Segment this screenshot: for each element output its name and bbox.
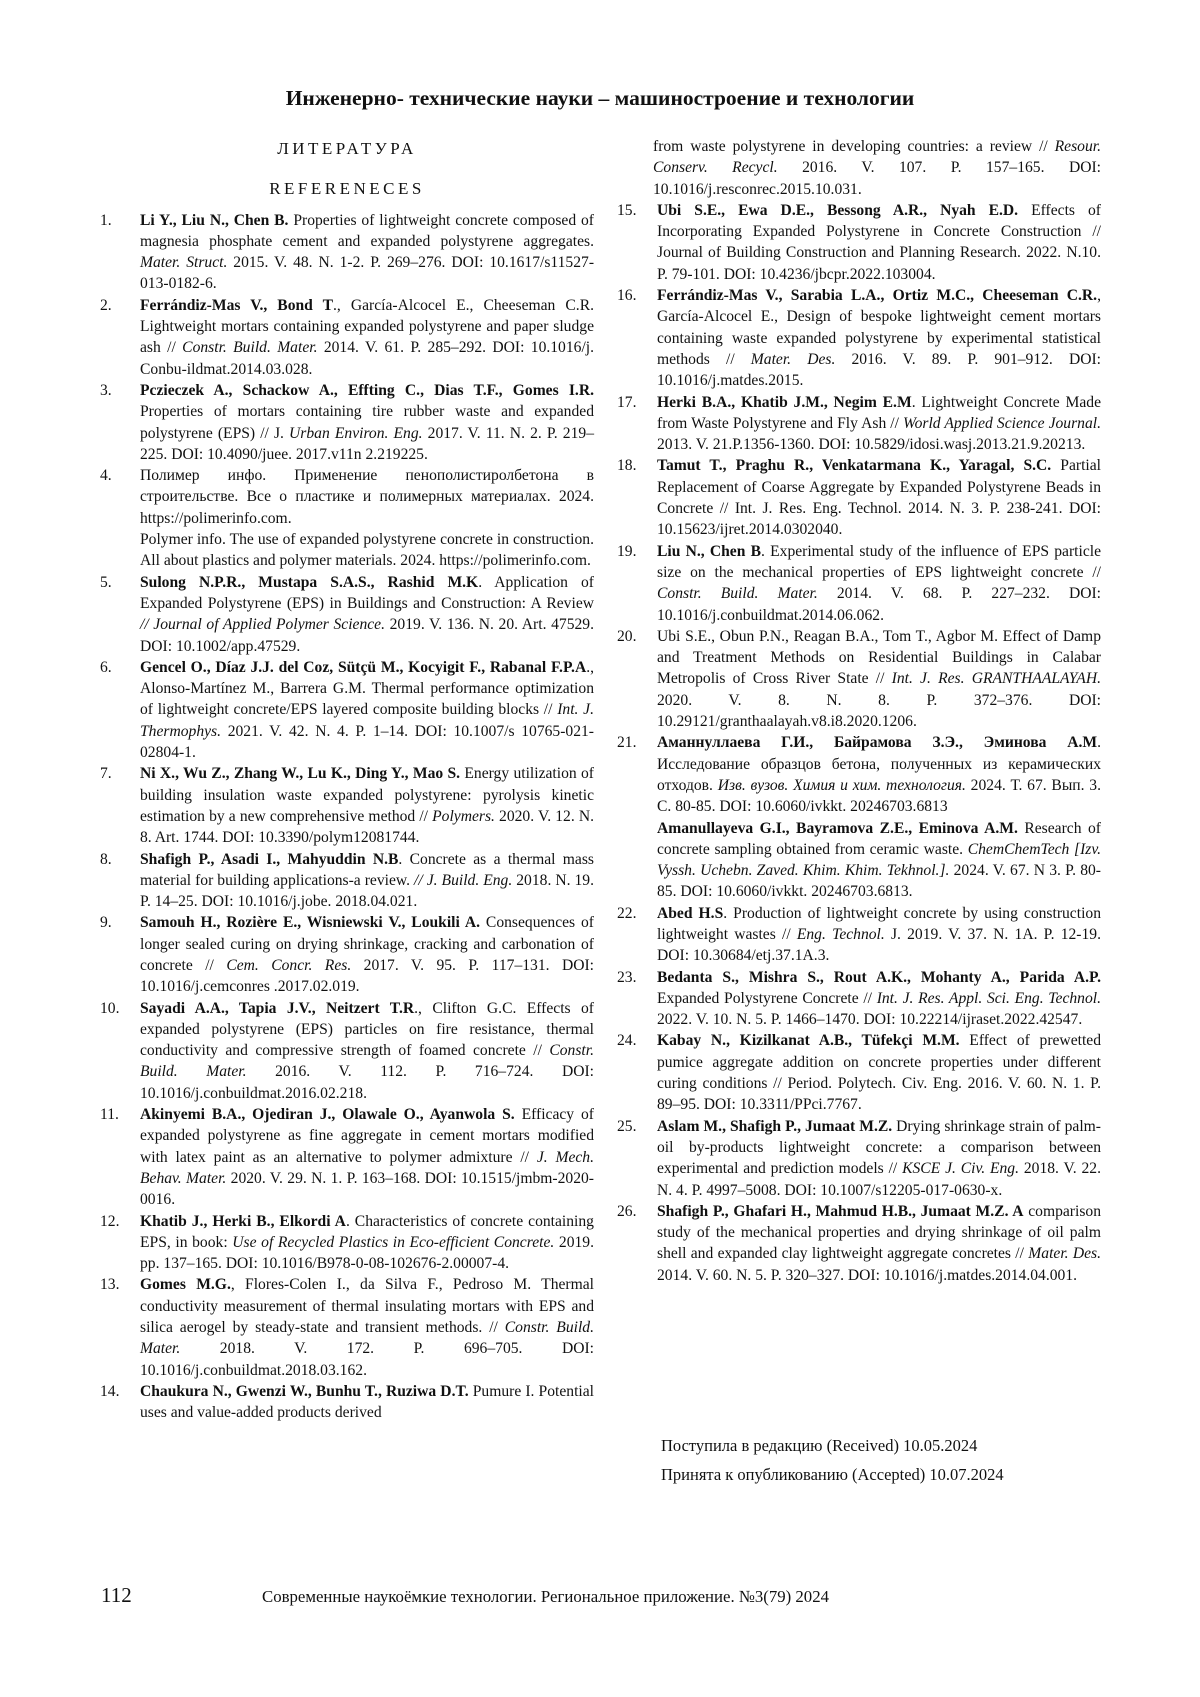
- reference-item: 7. Ni X., Wu Z., Zhang W., Lu K., Ding Y., Mao S. Energy utilization of building insulation waste expanded polystyrene: pyrolysis kinetic estimation by a new comprehensive method // Polymers. 2020. V. 12. N. 8. Art. 1744. DOI: 10.3390/polym12081744.: [100, 765, 594, 847]
- reference-item: 24. Kabay N., Kizilkanat A.B., Tüfekçi M.M. Effect of prewetted pumice aggregate addition on concrete properties under different curing conditions // Period. Polytech. Civ. Eng. 2016. V. 60. N. 1. P. 89–95. DOI: 10.3311/PPci.7767.: [617, 1032, 1101, 1114]
- reference-item: 26. Shafigh P., Ghafari H., Mahmud H.B., Jumaat M.Z. A comparison study of the mechanical properties and drying shrinkage of oil palm shell and expanded clay lightweight aggregate concretes // Mater. Des. 2014. V. 60. N. 5. P. 320–327. DOI: 10.1016/j.matdes.2014.04.001.: [617, 1202, 1102, 1284]
- reference-item: 18. Tamut T., Praghu R., Venkatarmana K., Yaragal, S.C. Partial Replacement of Coarse Aggregate by Expanded Polystyrene Beads in Concrete // Int. J. Res. Eng. Technol. 2014. N. 3. P. 238-241. DOI: 10.15623/ijret.2014.0302040.: [617, 457, 1102, 539]
- reference-item: 9. Samouh H., Rozière E., Wisniewski V., Loukili A. Consequences of longer sealed curing on drying shrinkage, cracking and carbonation of concrete // Cem. Concr. Res. 2017. V. 95. P. 117–131. DOI: 10.1016/j.cemconres .2017.02.019.: [100, 914, 595, 996]
- references-title: REFERENECES: [269, 179, 425, 199]
- reference-number: 11.: [100, 1106, 119, 1124]
- reference-number: 22.: [617, 904, 637, 922]
- reference-list-right: [617, 136, 1101, 1286]
- reference-item: 22. Abed H.S. Production of lightweight concrete by using construction lightweight wastes // Eng. Technol. J. 2019. V. 37. N. 1A. P. 12-19. DOI: 10.30684/etj.37.1A.3.: [617, 904, 1101, 965]
- reference-number: 23.: [617, 968, 637, 986]
- page-header: Инженерно- технические науки – машиностроение и технологии: [285, 86, 915, 110]
- submission-dates: [661, 1431, 1004, 1489]
- reference-number: 16.: [617, 287, 637, 305]
- reference-number: 2.: [100, 296, 112, 314]
- reference-item: 23. Bedanta S., Mishra S., Rout A.K., Mohanty A., Parida A.P. Expanded Polystyrene Concrete // Int. J. Res. Appl. Sci. Eng. Technol. 2022. V. 10. N. 5. P. 1466–1470. DOI: 10.22214/ijraset.2022.42547.: [617, 968, 1101, 1029]
- reference-item: 10. Sayadi A.A., Tapia J.V., Neitzert T.R., Clifton G.C. Effects of expanded polystyrene (EPS) particles on fire resistance, thermal conductivity and compressive strength of foamed concrete // Constr. Build. Mater. 2016. V. 112. P. 716–724. DOI: 10.1016/j.conbuildmat.2016.02.218.: [100, 999, 595, 1102]
- reference-number: 3.: [100, 381, 112, 399]
- accepted-date: Принята к опубликованию (Accepted) 10.07.2024: [661, 1465, 1004, 1484]
- reference-item: 11. Akinyemi B.A., Ojediran J., Olawale O., Ayanwola S. Efficacy of expanded polystyrene as fine aggregate in cement mortars modified with latex paint as an alternative to polymer admixture // J. Mech. Behav. Mater. 2020. V. 29. N. 1. P. 163–168. DOI: 10.1515/jmbm-2020-0016.: [100, 1106, 595, 1209]
- reference-number: 17.: [617, 393, 637, 411]
- reference-item: 14. Chaukura N., Gwenzi W., Bunhu T., Ruziwa D.T. Pumure I. Potential uses and value-added products derived: [100, 1382, 594, 1422]
- reference-number: 14.: [100, 1382, 120, 1400]
- received-date: Поступила в редакцию (Received) 10.05.2024: [661, 1436, 978, 1455]
- reference-item: 13. Gomes M.G., Flores-Colen I., da Silva F., Pedroso M. Thermal conductivity measurement of thermal insulating mortars with EPS and silica aerogel by steady-state and transient methods. // Constr. Build. Mater. 2018. V. 172. P. 696–705. DOI: 10.1016/j.conbuildmat.2018.03.162.: [100, 1276, 594, 1379]
- page-number: 112: [101, 1583, 132, 1607]
- left-column: [100, 138, 594, 1424]
- reference-number: 7.: [100, 765, 112, 783]
- reference-item: 25. Aslam M., Shafigh P., Jumaat M.Z. Drying shrinkage strain of palm-oil by-products lightweight concrete: a comparison between experimental and prediction models // KSCE J. Civ. Eng. 2018. V. 22. N. 4. P. 4997–5008. DOI: 10.1007/s12205-017-0630-x.: [617, 1117, 1101, 1199]
- literature-title: ЛИТЕРАТУРА: [277, 139, 417, 158]
- reference-number: 6.: [100, 658, 112, 676]
- reference-number: 19.: [617, 542, 637, 560]
- reference-item: 16. Ferrándiz-Mas V., Sarabia L.A., Ortiz M.C., Cheeseman C.R., García-Alcocel E., Design of bespoke lightweight cement mortars containing waste expanded polystyrene by experimental statistical methods // Mater. Des. 2016. V. 89. P. 901–912. DOI: 10.1016/j.matdes.2015.: [617, 287, 1102, 390]
- reference-number: 15.: [617, 201, 637, 219]
- reference-item: 3. Pczieczek A., Schackow A., Effting C., Dias T.F., Gomes I.R. Properties of mortars containing tire rubber waste and expanded polystyrene (EPS) // J. Urban Environ. Eng. 2017. V. 11. N. 2. P. 219–225. DOI: 10.4090/juee. 2017.v11n 2.219225.: [100, 381, 594, 463]
- reference-number: 18.: [617, 457, 637, 475]
- reference-item: 12. Khatib J., Herki B., Elkordi A. Characteristics of concrete containing EPS, in book: Use of Recycled Plastics in Eco-efficient Concrete. 2019. pp. 137–165. DOI: 10.1016/B978-0-08-102676-2.00007-4.: [100, 1212, 594, 1273]
- reference-item: 4. Полимер инфо. Применение пенополистиролбетона в строительстве. Все о пластике и полимерных материалах. 2024. https://polimerinfo.com. Polymer info. The use of expanded polystyrene concrete in construction. All about plastics and polymer materials. 2024. https://polimerinfo.com.: [100, 467, 594, 570]
- reference-item: 2. Ferrándiz-Mas V., Bond T., García-Alcocel E., Cheeseman C.R. Lightweight mortars containing expanded polystyrene and paper sludge ash // Constr. Build. Mater. 2014. V. 61. P. 285–292. DOI: 10.1016/j. Conbu-ildmat.2014.03.028.: [100, 296, 595, 378]
- reference-list-left: [100, 210, 594, 1424]
- reference-item: 5. Sulong N.P.R., Mustapa S.A.S., Rashid M.K. Application of Expanded Polystyrene (EPS) in Buildings and Construction: A Review // Journal of Applied Polymer Science. 2019. V. 136. N. 20. Art. 47529. DOI: 10.1002/app.47529.: [100, 573, 594, 655]
- reference-item: 17. Herki B.A., Khatib J.M., Negim E.M. Lightweight Concrete Made from Waste Polystyrene and Fly Ash // World Applied Science Journal. 2013. V. 21.P.1356-1360. DOI: 10.5829/idosi.wasj.2013.21.9.20213.: [617, 393, 1102, 454]
- reference-number: 1.: [100, 211, 112, 229]
- reference-item: 8. Shafigh P., Asadi I., Mahyuddin N.B. Concrete as a thermal mass material for building applications-a review. // J. Build. Eng. 2018. N. 19. P. 14–25. DOI: 10.1016/j.jobe. 2018.04.021.: [100, 850, 594, 911]
- reference-number: 5.: [100, 573, 112, 591]
- right-column: [617, 136, 1101, 1286]
- journal-footer: Современные наукоёмкие технологии. Региональное приложение. №3(79) 2024: [262, 1587, 829, 1606]
- reference-number: 9.: [100, 914, 112, 932]
- reference-item: 15. Ubi S.E., Ewa D.E., Bessong A.R., Nyah E.D. Effects of Incorporating Expanded Polystyrene in Concrete Construction // Journal of Building Construction and Planning Research. 2022. N.10. P. 79-101. DOI: 10.4236/jbcpr.2022.103004.: [617, 201, 1101, 283]
- reference-number: 25.: [617, 1117, 637, 1135]
- reference-number: 20.: [617, 627, 637, 645]
- reference-continuation: from waste polystyrene in developing countries: a review // Resour. Conserv. Recycl. 2016. V. 107. P. 157–165. DOI: 10.1016/j.resconrec.2015.10.031.: [653, 138, 1101, 198]
- reference-item: 1. Li Y., Liu N., Chen B. Properties of lightweight concrete composed of magnesia phosphate cement and expanded polystyrene aggregates. Mater. Struct. 2015. V. 48. N. 1-2. P. 269–276. DOI: 10.1617/s11527-013-0182-6.: [100, 211, 595, 293]
- reference-number: 24.: [617, 1032, 637, 1050]
- reference-number: 8.: [100, 850, 112, 868]
- reference-item: 19. Liu N., Chen B. Experimental study of the influence of EPS particle size on the mechanical properties of EPS lightweight concrete // Constr. Build. Mater. 2014. V. 68. P. 227–232. DOI: 10.1016/j.conbuildmat.2014.06.062.: [617, 542, 1101, 624]
- reference-number: 4.: [100, 467, 112, 485]
- reference-number: 21.: [617, 734, 637, 752]
- reference-number: 12.: [100, 1212, 120, 1230]
- reference-number: 13.: [100, 1276, 120, 1294]
- reference-item: 21. Аманнуллаева Г.И., Байрамова З.Э., Эминова А.М. Исследование образцов бетона, полученных из керамических отходов. Изв. вузов. Химия и хим. технология. 2024. Т. 67. Вып. 3. С. 80-85. DOI: 10.6060/ivkkt. 20246703.6813 Amanullayeva G.I., Bayramova Z.E., Eminova A.M. Research of concrete sampling obtained from ceramic waste. ChemChemTech [Izv. Vyssh. Uchebn. Zaved. Khim. Khim. Tekhnol.]. 2024. V. 67. N 3. P. 80-85. DOI: 10.6060/ivkkt. 20246703.6813.: [617, 734, 1101, 901]
- reference-item: 20. Ubi S.E., Obun P.N., Reagan B.A., Tom T., Agbor M. Effect of Damp and Treatment Methods on Residential Buildings in Calabar Metropolis of Cross River State // Int. J. Res. GRANTHAALAYAH. 2020. V. 8. N. 8. P. 372–376. DOI: 10.29121/granthaalayah.v8.i8.2020.1206.: [617, 627, 1101, 731]
- reference-number: 26.: [617, 1202, 637, 1220]
- reference-item: 6. Gencel O., Díaz J.J. del Coz, Sütçü M., Kocyigit F., Rabanal F.P.A., Alonso-Martínez M., Barrera G.M. Thermal performance optimization of lightweight concrete/EPS layered composite building blocks // Int. J. Thermophys. 2021. V. 42. N. 4. P. 1–14. DOI: 10.1007/s 10765-021-02804-1.: [100, 658, 594, 762]
- reference-number: 10.: [100, 999, 120, 1017]
